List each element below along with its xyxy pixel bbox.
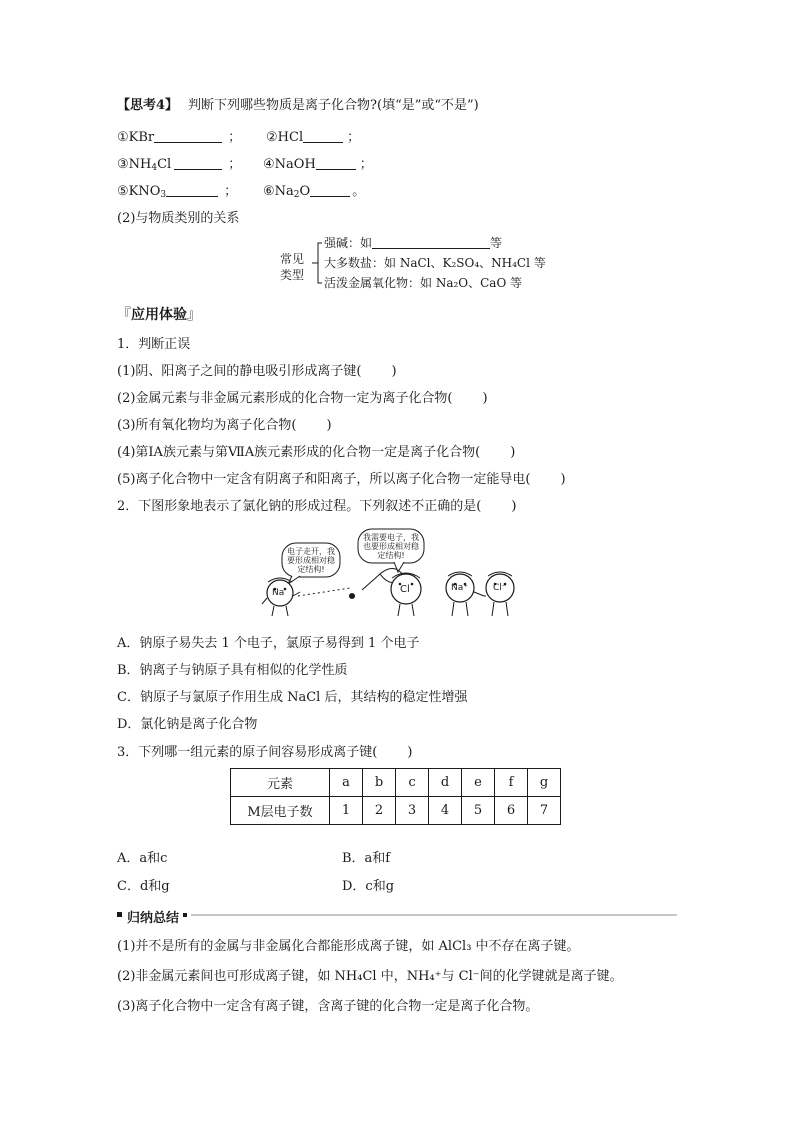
paren-close: )	[560, 472, 566, 487]
q1-item-4	[117, 444, 515, 462]
summary-title: 归纳总结	[127, 911, 180, 926]
q2-title-text: 2．下图形象地表示了氯化钠的形成过程。下列叙述不正确的是(	[117, 499, 482, 514]
formula: HCl	[277, 130, 304, 145]
q1-item-text: (4)第ⅠA族元素与第ⅦA族元素形成的化合物一定是离子化合物(	[117, 445, 481, 460]
brace	[308, 237, 324, 289]
bubble-line: 我需要电子，我	[363, 533, 419, 542]
type-row-base-label: 强碱：如	[324, 236, 373, 250]
table-cell: 6	[495, 797, 528, 825]
q3-title	[117, 744, 412, 762]
q3-option-d[interactable]: D．c和g	[342, 879, 395, 894]
formula: Cl	[157, 157, 172, 172]
q3-option-b[interactable]: B．a和f	[342, 851, 391, 866]
answer-blank[interactable]	[316, 156, 356, 170]
q1-item-1	[117, 363, 397, 381]
paren-close: )	[391, 364, 397, 379]
table-cell: 2	[363, 797, 396, 825]
q1-item-3	[117, 417, 332, 435]
summary-item-1: (1)并不是所有的金属与非金属化合都能形成离子键，如 AlCl₃ 中不存在离子键。	[117, 939, 580, 954]
section-title-text: 应用体验	[131, 307, 187, 323]
type-label	[280, 251, 310, 283]
bubble-line: 定结构!	[377, 551, 405, 560]
punct: ；	[228, 157, 242, 172]
square-bullet-icon	[117, 907, 125, 923]
cl-ion-label: Cl⁻	[493, 583, 507, 593]
item-number: ⑤	[117, 184, 129, 199]
bubble-line: 要形成相对稳	[287, 556, 335, 565]
think4-row-1	[117, 129, 241, 147]
relation-heading: (2)与物质类别的关系	[117, 211, 240, 226]
subscript: 2	[293, 190, 300, 200]
think4-tag: 【思考4】	[117, 98, 179, 113]
table-row	[231, 797, 561, 825]
answer-blank[interactable]	[372, 235, 490, 249]
q1-item-text: (1)阴、阳离子之间的静电吸引形成离子键(	[117, 364, 362, 379]
subscript: 4	[151, 163, 158, 173]
item-number: ①	[117, 130, 129, 145]
na-ion-label: Na⁺	[451, 583, 468, 593]
think4-row-4	[263, 156, 373, 174]
summary-item-2: (2)非金属元素间也可形成离子键，如 NH₄Cl 中，NH₄⁺与 Cl⁻间的化学键就是离子键。	[117, 969, 623, 984]
type-row-base-suffix: 等	[490, 236, 503, 250]
item-number: ②	[266, 130, 278, 145]
think4-row-6	[263, 183, 365, 201]
table-cell: c	[396, 769, 429, 797]
paren-close: )	[511, 499, 517, 514]
type-label-line2: 类型	[280, 268, 305, 282]
think4-row-3	[117, 156, 241, 174]
bubble-line: 电子走开，我	[287, 547, 335, 556]
formula: O	[299, 184, 311, 199]
formula: Na	[274, 184, 294, 199]
section-title	[117, 304, 201, 324]
bracket-close: 』	[187, 307, 201, 323]
table-cell: b	[363, 769, 396, 797]
bracket-open: 『	[117, 307, 131, 323]
table-cell: e	[462, 769, 495, 797]
punct: ；	[224, 184, 238, 199]
nacl-formation-illustration	[258, 526, 538, 622]
q3-option-a[interactable]: A．a和c	[117, 851, 168, 866]
q1-item-text: (5)离子化合物中一定含有阴离子和阳离子，所以离子化合物一定能导电(	[117, 472, 531, 487]
q1-item-2	[117, 390, 488, 408]
table-row-label: M层电子数	[231, 797, 330, 825]
q2-option-d[interactable]: D．氯化钠是离子化合物	[117, 717, 258, 732]
punct: ；	[228, 130, 242, 145]
formula: NaOH	[274, 157, 316, 172]
table-cell: d	[429, 769, 462, 797]
punct: 。	[352, 184, 366, 199]
table-cell: g	[528, 769, 561, 797]
speech-bubble-cl	[360, 533, 422, 560]
table-cell: 4	[429, 797, 462, 825]
table-cell: f	[495, 769, 528, 797]
bubble-line: 定结构!	[297, 565, 325, 574]
type-row-salt: 大多数盐：如 NaCl、K₂SO₄、NH₄Cl 等	[324, 256, 546, 270]
table-cell: a	[330, 769, 363, 797]
q2-option-b[interactable]: B．钠离子与钠原子具有相似的化学性质	[117, 663, 348, 678]
think4-question-text: 判断下列哪些物质是离子化合物?(填“是”或“不是”)	[188, 98, 479, 113]
think4-row-2	[266, 129, 360, 147]
answer-blank[interactable]	[154, 129, 222, 143]
q1-item-5	[117, 471, 566, 489]
na-atom-label: Na	[272, 588, 285, 598]
q2-option-a[interactable]: A．钠原子易失去 1 个电子，氯原子易得到 1 个电子	[117, 636, 420, 651]
summary-rule	[183, 907, 679, 923]
summary-item-3: (3)离子化合物中一定含有离子键，含离子键的化合物一定是离子化合物。	[117, 999, 539, 1014]
answer-blank[interactable]	[174, 156, 222, 170]
q2-option-c[interactable]: C．钠原子与氯原子作用生成 NaCl 后，其结构的稳定性增强	[117, 690, 468, 705]
q1-title: 1．判断正误	[117, 337, 191, 352]
think4-question	[117, 97, 479, 115]
formula: KNO	[128, 184, 161, 199]
subscript: 3	[160, 190, 167, 200]
answer-blank[interactable]	[303, 129, 343, 143]
q3-title-text: 3．下列哪一组元素的原子间容易形成离子键(	[117, 745, 378, 760]
bubble-line: 也要形成相对稳	[363, 542, 419, 551]
item-number: ④	[263, 157, 275, 172]
paren-close: )	[482, 391, 488, 406]
q2-title	[117, 498, 516, 516]
punct: ；	[359, 157, 373, 172]
type-label-line1: 常见	[280, 252, 305, 266]
speech-bubble-na	[285, 547, 337, 574]
table-row	[231, 769, 561, 797]
type-row-base	[324, 235, 502, 251]
table-cell: 7	[528, 797, 561, 825]
item-number: ③	[117, 157, 129, 172]
cl-atom-label: Cl	[400, 584, 410, 595]
answer-blank[interactable]	[310, 183, 350, 197]
table-cell: 3	[396, 797, 429, 825]
think4-row-5	[117, 183, 237, 201]
electron-table	[230, 768, 561, 825]
table-cell: 5	[462, 797, 495, 825]
item-number: ⑥	[263, 184, 275, 199]
answer-blank[interactable]	[166, 183, 218, 197]
type-row-oxide: 活泼金属氧化物：如 Na₂O、CaO 等	[324, 276, 523, 290]
paren-close: )	[407, 745, 413, 760]
q1-item-text: (2)金属元素与非金属元素形成的化合物一定为离子化合物(	[117, 391, 453, 406]
formula: KBr	[128, 130, 155, 145]
paren-close: )	[326, 418, 332, 433]
summary-header	[117, 907, 677, 926]
table-cell: 1	[330, 797, 363, 825]
paren-close: )	[510, 445, 516, 460]
table-header-label: 元素	[231, 769, 330, 797]
formula: NH	[128, 157, 152, 172]
q1-item-text: (3)所有氧化物均为离子化合物(	[117, 418, 297, 433]
punct: ；	[347, 130, 361, 145]
q3-option-c[interactable]: C．d和g	[117, 879, 170, 894]
